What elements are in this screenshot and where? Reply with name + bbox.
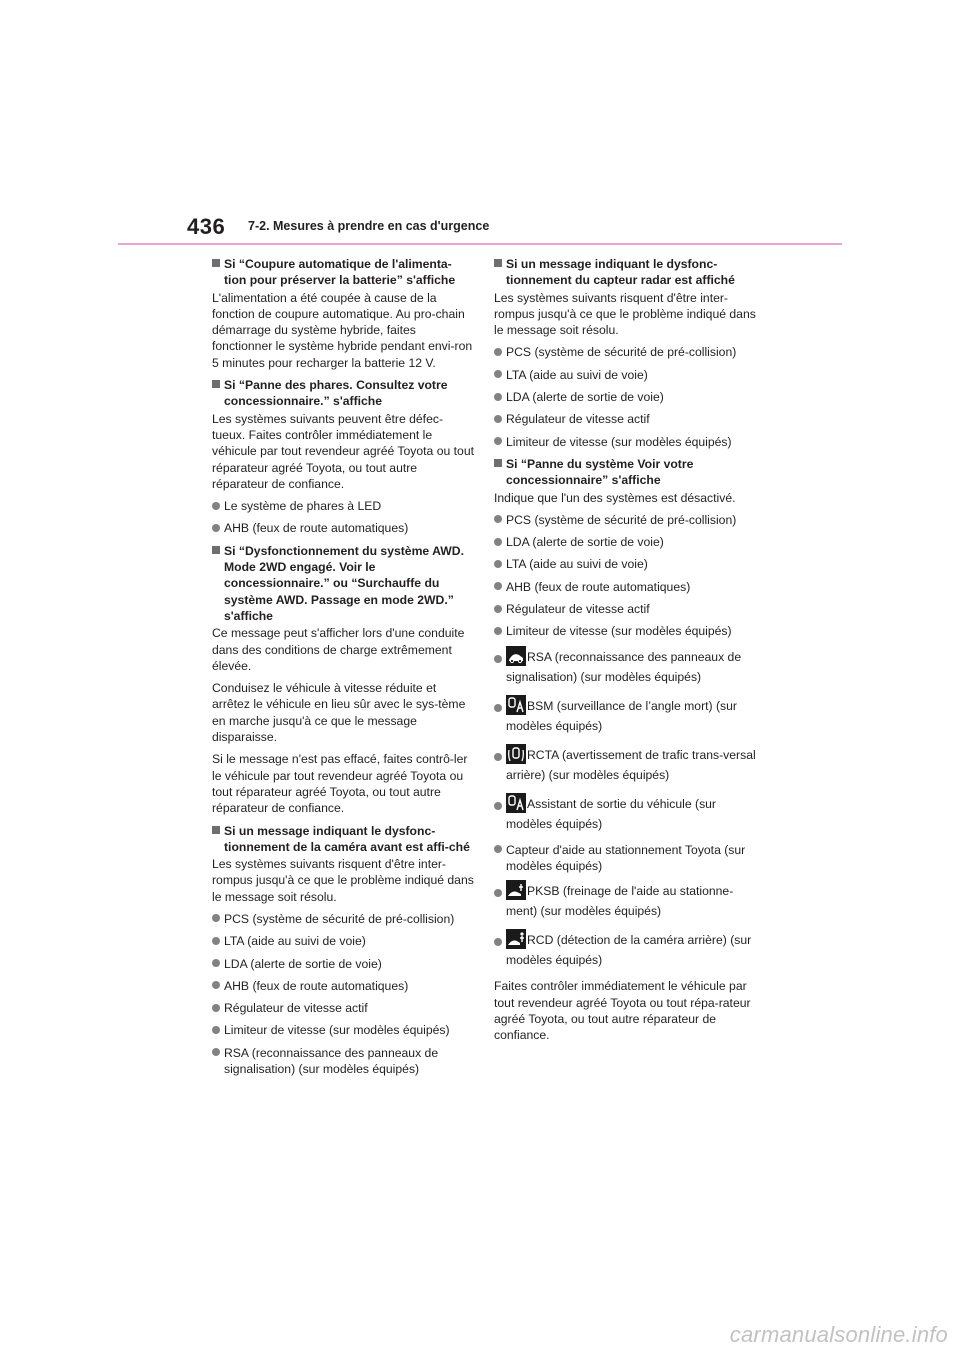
round-bullet-icon bbox=[494, 393, 502, 401]
list-item bbox=[494, 842, 756, 875]
round-bullet-icon bbox=[494, 889, 502, 897]
list-item bbox=[494, 623, 756, 639]
list-item bbox=[212, 1045, 474, 1078]
round-bullet-icon bbox=[494, 704, 502, 712]
list-item-text: Régulateur de vitesse actif bbox=[506, 602, 650, 617]
list-item bbox=[494, 411, 756, 427]
list-item-text: LTA (aide au suivi de voie) bbox=[506, 557, 648, 572]
list-item-text: Limiteur de vitesse (sur modèles équipés) bbox=[506, 434, 732, 449]
watermark: carmanualsonline.info bbox=[729, 1322, 948, 1347]
heading bbox=[212, 256, 474, 289]
round-bullet-icon bbox=[494, 802, 502, 810]
round-bullet-icon bbox=[494, 370, 502, 378]
section-title: 7-2. Mesures à prendre en cas d'urgence bbox=[248, 219, 490, 233]
list-item-text: PCS (système de sécurité de pré-collision) bbox=[506, 345, 737, 360]
list-item bbox=[494, 601, 756, 617]
rsa-icon bbox=[506, 646, 526, 666]
right-column bbox=[494, 256, 756, 1049]
paragraph: Faites contrôler immédiatement le véhicule par tout revendeur agréé Toyota ou tout répa-rateur agréé Toyota, ou tout autre réparateur de confiance. bbox=[494, 979, 751, 1043]
round-bullet-icon bbox=[212, 1048, 220, 1056]
list-item bbox=[494, 695, 756, 736]
round-bullet-icon bbox=[494, 538, 502, 546]
list-item-text: LDA (alerte de sortie de voie) bbox=[506, 390, 664, 405]
round-bullet-icon bbox=[494, 415, 502, 423]
list-item-text: LTA (aide au suivi de voie) bbox=[224, 934, 366, 949]
heading-text: Si “Coupure automatique de l'alimenta-tion pour préserver la batterie” s'affiche bbox=[224, 257, 456, 288]
list-item bbox=[212, 520, 474, 536]
list-item-text: AHB (feux de route automatiques) bbox=[224, 521, 409, 536]
heading-text: Si “Dysfonctionnement du système AWD. Mode 2WD engagé. Voir le concessionnaire.” ou “Surchauffe du système AWD. Passage en mode 2WD.” s'affiche bbox=[224, 543, 464, 623]
list-item bbox=[494, 556, 756, 572]
paragraph: Ce message peut s'afficher lors d'une conduite dans des conditions de charge extrêmement élevée. bbox=[212, 626, 465, 673]
round-bullet-icon bbox=[494, 845, 502, 853]
paragraph: Les systèmes suivants risquent d'être inter-rompus jusqu'à ce que le problème indiqué dans le message soit résolu. bbox=[212, 857, 474, 904]
list-item bbox=[212, 498, 474, 514]
list-item-text: LTA (aide au suivi de voie) bbox=[506, 367, 648, 382]
list-item bbox=[212, 1022, 474, 1038]
list-item-text: Régulateur de vitesse actif bbox=[506, 412, 650, 427]
paragraph: L'alimentation a été coupée à cause de la fonction de coupure automatique. Au pro-chain démarrage du système hybride, faites fonctionner le système hybride pendant envi-ron 5 minutes pour recharger la batterie 12 V. bbox=[212, 290, 473, 370]
round-bullet-icon bbox=[212, 502, 220, 510]
pksb-icon bbox=[506, 880, 526, 900]
heading-text: Si un message indiquant le dysfonc-tionnement du capteur radar est affiché bbox=[506, 257, 735, 288]
heading bbox=[494, 456, 756, 489]
list-item bbox=[212, 956, 474, 972]
round-bullet-icon bbox=[212, 1004, 220, 1012]
round-bullet-icon bbox=[212, 981, 220, 989]
round-bullet-icon bbox=[212, 524, 220, 532]
list-item bbox=[494, 880, 756, 921]
list-item bbox=[212, 911, 474, 927]
rcd-icon bbox=[506, 929, 526, 949]
left-column bbox=[212, 256, 474, 1083]
paragraph: Les systèmes suivants risquent d'être inter-rompus jusqu'à ce que le problème indiqué dans le message soit résolu. bbox=[494, 290, 756, 338]
square-bullet-icon bbox=[494, 459, 502, 467]
list-item-text: AHB (feux de route automatiques) bbox=[506, 579, 691, 594]
round-bullet-icon bbox=[494, 627, 502, 635]
exit-assist-icon bbox=[506, 793, 526, 813]
round-bullet-icon bbox=[212, 959, 220, 967]
paragraph: Indique que l'un des systèmes est désactivé. bbox=[494, 490, 736, 505]
list-item-text: LDA (alerte de sortie de voie) bbox=[224, 956, 382, 971]
rcta-icon bbox=[506, 744, 526, 764]
list-item-text: Limiteur de vitesse (sur modèles équipés) bbox=[224, 1023, 450, 1038]
paragraph: Les systèmes suivants peuvent être défec-tueux. Faites contrôler immédiatement le véhicule par tout revendeur agréé Toyota ou tout réparateur agréé Toyota, ou tout autre réparateur de confiance. bbox=[212, 411, 474, 491]
list-item-text: BSM (surveillance de l’angle mort) (sur modèles équipés) bbox=[506, 698, 737, 733]
list-item bbox=[494, 793, 756, 834]
heading bbox=[212, 823, 474, 856]
round-bullet-icon bbox=[494, 515, 502, 523]
list-item-text: PKSB (freinage de l'aide au stationne-ment) (sur modèles équipés) bbox=[506, 884, 734, 919]
round-bullet-icon bbox=[494, 560, 502, 568]
heading bbox=[494, 256, 756, 289]
list-item-text: Régulateur de vitesse actif bbox=[224, 1001, 368, 1016]
header-rule bbox=[118, 243, 842, 245]
round-bullet-icon bbox=[212, 937, 220, 945]
list-item-text: PCS (système de sécurité de pré-collision) bbox=[506, 512, 737, 527]
heading-text: Si un message indiquant le dysfonc-tionnement de la caméra avant est affi-ché bbox=[224, 823, 470, 854]
heading-text: Si “Panne du système Voir votre concessionnaire” s'affiche bbox=[506, 456, 694, 488]
round-bullet-icon bbox=[494, 938, 502, 946]
list-item bbox=[494, 534, 756, 550]
list-item bbox=[494, 344, 756, 360]
round-bullet-icon bbox=[494, 605, 502, 613]
list-item bbox=[212, 1000, 474, 1016]
list-item-text: AHB (feux de route automatiques) bbox=[224, 978, 409, 993]
square-bullet-icon bbox=[212, 259, 220, 267]
paragraph: Conduisez le véhicule à vitesse réduite et arrêtez le véhicule en lieu sûr avec le sys-tème en marche jusqu'à ce que le message disparaisse. bbox=[212, 681, 466, 745]
list-item-text: RSA (reconnaissance des panneaux de signalisation) (sur modèles équipés) bbox=[506, 649, 742, 684]
list-item-text: Capteur d'aide au stationnement Toyota (sur modèles équipés) bbox=[506, 842, 746, 873]
round-bullet-icon bbox=[212, 914, 220, 922]
round-bullet-icon bbox=[494, 437, 502, 445]
bsm-icon bbox=[506, 695, 526, 715]
square-bullet-icon bbox=[212, 546, 220, 554]
heading bbox=[212, 377, 474, 410]
round-bullet-icon bbox=[494, 655, 502, 663]
list-item-text: RCTA (avertissement de trafic trans-versal arrière) (sur modèles équipés) bbox=[506, 747, 756, 782]
page-number: 436 bbox=[187, 214, 226, 239]
list-item bbox=[494, 929, 756, 970]
round-bullet-icon bbox=[494, 348, 502, 356]
list-item-text: RSA (reconnaissance des panneaux de signalisation) (sur modèles équipés) bbox=[224, 1045, 439, 1077]
list-item bbox=[494, 434, 756, 450]
round-bullet-icon bbox=[212, 1026, 220, 1034]
heading bbox=[212, 543, 474, 624]
heading-text: Si “Panne des phares. Consultez votre concessionnaire.” s'affiche bbox=[224, 378, 448, 409]
square-bullet-icon bbox=[494, 259, 502, 267]
list-item-text: LDA (alerte de sortie de voie) bbox=[506, 535, 664, 550]
list-item bbox=[494, 744, 756, 785]
list-item bbox=[494, 579, 756, 595]
list-item bbox=[494, 646, 756, 687]
paragraph: Si le message n'est pas effacé, faites contrô-ler le véhicule par tout revendeur agréé Toyota ou tout réparateur agréé Toyota, ou tout autre réparateur de confiance. bbox=[212, 752, 468, 816]
list-item-text: PCS (système de sécurité de pré-collision) bbox=[224, 911, 455, 926]
list-item-text: Assistant de sortie du véhicule (sur modèles équipés) bbox=[506, 796, 716, 831]
list-item-text: RCD (détection de la caméra arrière) (sur modèles équipés) bbox=[506, 933, 752, 968]
list-item bbox=[212, 978, 474, 994]
square-bullet-icon bbox=[212, 380, 220, 388]
list-item bbox=[212, 933, 474, 949]
round-bullet-icon bbox=[494, 582, 502, 590]
list-item bbox=[494, 367, 756, 383]
square-bullet-icon bbox=[212, 826, 220, 834]
list-item-text: Le système de phares à LED bbox=[224, 499, 382, 514]
list-item bbox=[494, 512, 756, 528]
round-bullet-icon bbox=[494, 753, 502, 761]
list-item-text: Limiteur de vitesse (sur modèles équipés) bbox=[506, 624, 732, 639]
list-item bbox=[494, 389, 756, 405]
